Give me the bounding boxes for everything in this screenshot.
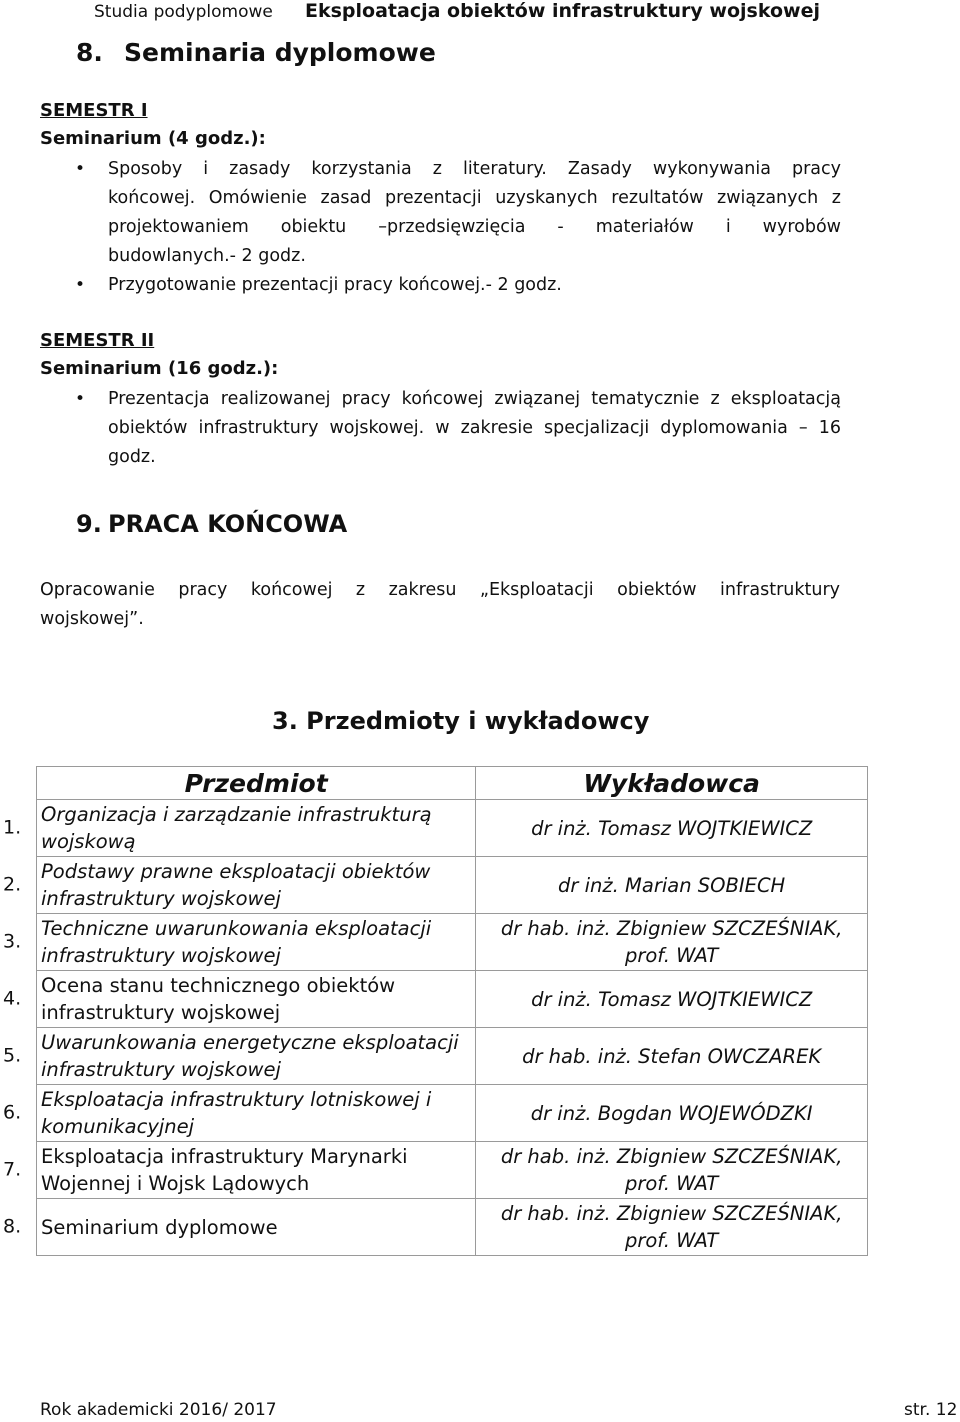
table-row <box>37 800 868 857</box>
row-number: 1. <box>3 816 22 839</box>
subject-cell <box>3 800 476 857</box>
subject-line: infrastruktury wojskowej <box>41 944 281 967</box>
header-right: Eksploatacja obiektów infrastruktury wojskowej <box>305 0 820 22</box>
row-number: 2. <box>3 873 22 896</box>
section-8-title: Seminaria dyplomowe <box>124 38 436 67</box>
semester-1-label: SEMESTR I <box>40 100 148 121</box>
subject-line: Eksploatacja infrastruktury lotniskowej i <box>41 1088 432 1111</box>
subject-line: Seminarium dyplomowe <box>41 1215 278 1239</box>
row-number: 7. <box>3 1158 22 1181</box>
subject-cell <box>3 914 476 971</box>
semester-2-bullet-1 <box>75 385 841 475</box>
bullet-line: budowlanych.- 2 godz. <box>108 246 306 266</box>
semester-1-bullet-1 <box>75 155 841 275</box>
lecturer-line: dr hab. inż. Zbigniew SZCZEŚNIAK, <box>500 1145 843 1168</box>
subject-cell <box>3 1199 476 1256</box>
bullet-icon: • <box>75 389 86 409</box>
lecturer-line: prof. WAT <box>624 1229 719 1252</box>
subject-line: komunikacyjnej <box>41 1115 195 1138</box>
subject-line: Podstawy prawne eksploatacji obiektów <box>41 860 431 883</box>
header-left: Studia podyplomowe <box>94 2 273 22</box>
table-row <box>37 971 868 1028</box>
subject-cell <box>3 971 476 1028</box>
table-row <box>37 1028 868 1085</box>
subjects-table <box>3 766 868 1256</box>
subject-cell <box>3 857 476 914</box>
bullet-line: Przygotowanie prezentacji pracy końcowej.- 2 godz. <box>108 275 562 295</box>
lecturer-cell <box>476 914 868 971</box>
semester-1-bullet-2 <box>75 271 841 301</box>
section-9-heading <box>76 510 347 538</box>
semester-2-label: SEMESTR II <box>40 330 155 351</box>
semester-2-seminar: Seminarium (16 godz.): <box>40 358 279 379</box>
lecturer-line: dr hab. inż. Stefan OWCZAREK <box>522 1044 822 1068</box>
lecturer-cell <box>476 971 868 1028</box>
lecturer-cell <box>476 857 868 914</box>
subject-line: Techniczne uwarunkowania eksploatacji <box>41 917 432 940</box>
subject-cell <box>3 1142 476 1199</box>
subjects-heading: 3. Przedmioty i wykładowcy <box>272 707 650 735</box>
table-row <box>37 914 868 971</box>
para-line: Opracowanie pracy końcowej z zakresu „Eksploatacji obiektów infrastruktury <box>40 580 840 600</box>
footer-academic-year: Rok akademicki 2016/ 2017 <box>40 1400 277 1420</box>
table-row <box>37 1142 868 1199</box>
subject-line: wojskową <box>41 830 136 853</box>
subject-line: Organizacja i zarządzanie infrastrukturą <box>41 803 432 826</box>
lecturer-line: dr hab. inż. Zbigniew SZCZEŚNIAK, <box>500 917 843 940</box>
lecturer-line: dr inż. Marian SOBIECH <box>558 873 786 897</box>
bullet-icon: • <box>75 275 86 295</box>
row-number: 5. <box>3 1044 22 1067</box>
bullet-line: obiektów infrastruktury wojskowej. w zakresie specjalizacji dyplomowania – 16 <box>108 418 841 438</box>
table-body <box>3 800 868 1256</box>
column-header-lecturer: Wykładowca <box>476 767 868 800</box>
table-row <box>37 1085 868 1142</box>
bullet-line: Prezentacja realizowanej pracy końcowej związanej tematycznie z eksploatacją <box>108 389 841 409</box>
section-8-heading <box>76 38 436 67</box>
column-header-subject: Przedmiot <box>37 767 476 800</box>
subject-line: infrastruktury wojskowej <box>41 887 281 910</box>
lecturer-cell <box>476 800 868 857</box>
row-number: 6. <box>3 1101 22 1124</box>
section-8-number: 8. <box>76 38 103 67</box>
semester-1-seminar: Seminarium (4 godz.): <box>40 128 266 149</box>
section-9-title: PRACA KOŃCOWA <box>108 510 348 538</box>
lecturer-line: dr inż. Bogdan WOJEWÓDZKI <box>530 1101 813 1125</box>
bullet-line: projektowaniem obiektu –przedsięwzięcia - materiałów i wyrobów <box>108 217 841 237</box>
section-9-text <box>40 576 840 634</box>
table-row <box>37 857 868 914</box>
section-9-number: 9. <box>76 510 102 538</box>
bullet-icon: • <box>75 159 86 179</box>
table-row <box>37 1199 868 1256</box>
lecturer-line: prof. WAT <box>624 944 719 967</box>
lecturer-cell <box>476 1085 868 1142</box>
row-number: 8. <box>3 1215 22 1238</box>
para-line: wojskowej”. <box>40 609 144 629</box>
subject-line: Eksploatacja infrastruktury Marynarki <box>41 1145 408 1168</box>
subject-line: Wojennej i Wojsk Lądowych <box>41 1172 310 1195</box>
lecturer-cell <box>476 1199 868 1256</box>
bullet-line: godz. <box>108 447 156 467</box>
subject-cell <box>3 1028 476 1085</box>
subject-line: infrastruktury wojskowej <box>41 1001 281 1024</box>
footer-page-number: str. 12 <box>904 1400 958 1420</box>
bullet-line: Sposoby i zasady korzystania z literatury. Zasady wykonywania pracy <box>108 159 841 179</box>
subject-line: infrastruktury wojskowej <box>41 1058 281 1081</box>
subject-line: Uwarunkowania energetyczne eksploatacji <box>41 1031 459 1054</box>
row-number: 3. <box>3 930 22 953</box>
lecturer-line: dr inż. Tomasz WOJTKIEWICZ <box>531 987 813 1011</box>
row-number: 4. <box>3 987 22 1010</box>
lecturer-line: dr inż. Tomasz WOJTKIEWICZ <box>531 816 813 840</box>
bullet-line: końcowej. Omówienie zasad prezentacji uzyskanych rezultatów związanych z <box>108 188 841 208</box>
table-header-row <box>37 767 868 800</box>
lecturer-line: prof. WAT <box>624 1172 719 1195</box>
subject-line: Ocena stanu technicznego obiektów <box>41 974 396 997</box>
lecturer-cell <box>476 1142 868 1199</box>
lecturer-line: dr hab. inż. Zbigniew SZCZEŚNIAK, <box>500 1202 843 1225</box>
subject-cell <box>3 1085 476 1142</box>
lecturer-cell <box>476 1028 868 1085</box>
